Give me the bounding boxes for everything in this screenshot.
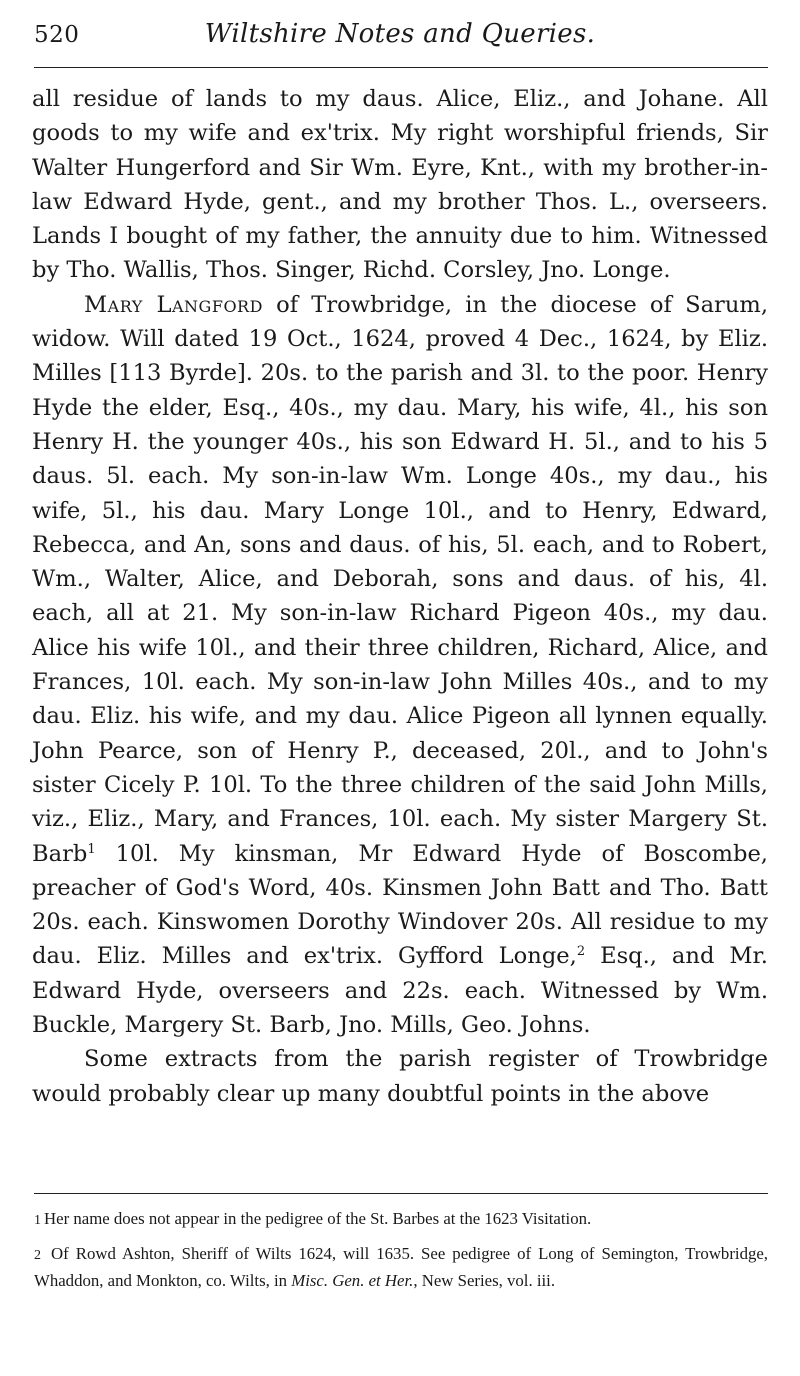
- body-text: [32, 82, 768, 1111]
- footnote-number: 1: [34, 1213, 41, 1228]
- footnote-ref-1[interactable]: 1: [87, 841, 96, 857]
- footnotes: [34, 1206, 768, 1301]
- will-text-part-3: Esq., and Mr. Edward Hyde, overseers and 22s. each. Witnessed by Wm. Buckle, Margery St. Barb, Jno. Mills, Geo. Johns.: [32, 943, 768, 1039]
- footnote-2: [34, 1241, 768, 1293]
- will-text-part-1: of Trowbridge, in the diocese of Sarum, widow. Will dated 19 Oct., 1624, proved 4 Dec., 1624, by Eliz. Milles [113 Byrde]. 20s. to the parish and 3l. to the poor. Henry Hyde the elder, Esq., 40s., my dau. Mary, his wife, 4l., his son Henry H. the younger 40s., his son Edward H. 5l., and to his 5 daus. 5l. each. My son-in-law Wm. Longe 40s., my dau., his wife, 5l., his dau. Mary Longe 10l., and to Henry, Edward, Rebecca, and An, sons and daus. of his, 5l. each, and to Robert, Wm., Walter, Alice, and Deborah, sons and daus. of his, 4l. each, all at 21. My son-in-law Richard Pigeon 40s., my dau. Alice his wife 10l., and their three children, Richard, Alice, and Frances, 10l. each. My son-in-law John Milles 40s., and to my dau. Eliz. his wife, and my dau. Alice Pigeon all lynnen equally. John Pearce, son of Henry P., deceased, 20l., and to John's sister Cicely P. 10l. To the three children of the said John Mills, viz., Eliz., Mary, and Frances, 10l. each. My sister Margery St. Barb: [32, 291, 768, 867]
- footnote-text: Her name does not appear in the pedigree of the St. Barbes at the 1623 Visitation.: [44, 1209, 592, 1228]
- will-text-part-2: 10l. My kinsman, Mr Edward Hyde of Boscombe, preacher of God's Word, 40s. Kinsmen John Batt and Tho. Batt 20s. each. Kinswomen Dorothy Windover 20s. All residue to my dau. Eliz. Milles and ex'trix. Gyfford Longe,: [32, 840, 768, 970]
- paragraph-mary-langford: [32, 288, 768, 1043]
- footnote-divider: [34, 1193, 768, 1194]
- footnote-ref-2[interactable]: 2: [576, 944, 586, 960]
- page-number: 520: [34, 22, 80, 48]
- testator-name: Mary Langford: [84, 291, 263, 318]
- footnote-italic-title: Misc. Gen. et Her.: [291, 1271, 414, 1290]
- header-divider: [34, 67, 768, 68]
- book-page: [32, 0, 768, 1290]
- footnote-number: 2: [34, 1248, 41, 1263]
- running-title: Wiltshire Notes and Queries.: [204, 19, 596, 49]
- paragraph-continuation: all residue of lands to my daus. Alice, Eliz., and Johane. All goods to my wife and ex'trix. My right worshipful friends, Sir Walter Hungerford and Sir Wm. Eyre, Knt., with my brother-in-law Edward Hyde, gent., and my brother Thos. L., overseers. Lands I bought of my father, the annuity due to him. Witnessed by Tho. Wallis, Thos. Singer, Richd. Corsley, Jno. Longe.: [32, 86, 768, 284]
- footnote-text-end: , New Series, vol. iii.: [413, 1271, 556, 1290]
- paragraph-parish-register: Some extracts from the parish register of Trowbridge would probably clear up many doubtful points in the above: [32, 1046, 768, 1107]
- footnote-text: Of Rowd Ashton, Sheriff of Wilts 1624, will 1635. See pedigree of Long of Semington, Trowbridge, Whaddon, and Monkton, co. Wilts, in: [34, 1244, 768, 1290]
- footnote-1: [34, 1206, 768, 1233]
- running-head: [32, 0, 768, 62]
